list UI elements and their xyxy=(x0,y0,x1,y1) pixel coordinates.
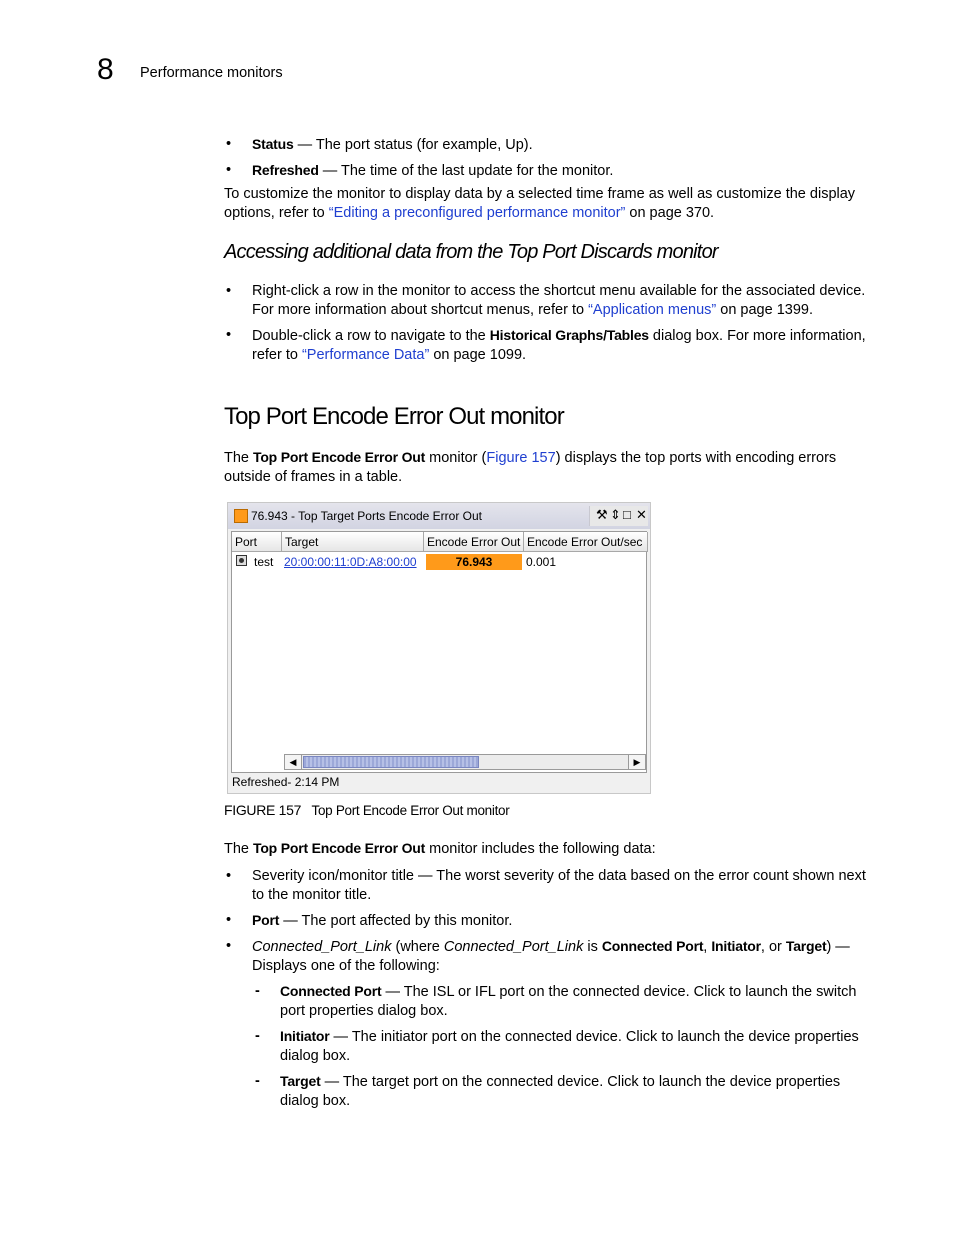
includes-paragraph: The Top Port Encode Error Out monitor includes the following data: xyxy=(224,840,656,857)
list-item: • Refreshed — The time of the last update for the monitor. xyxy=(224,161,872,181)
close-icon[interactable]: ✕ xyxy=(636,507,647,522)
chapter-title: Performance monitors xyxy=(140,65,283,81)
list-item: • Severity icon/monitor title — The worst severity of the data based on the error count shown next to the monitor title. xyxy=(224,867,872,905)
discards-bullet-list xyxy=(224,282,872,365)
encode-error-out-sec-cell: 0.001 xyxy=(526,555,557,569)
target-link[interactable]: 20:00:00:11:0D:A8:00:00 xyxy=(284,555,417,569)
column-header-port[interactable]: Port xyxy=(232,532,282,552)
column-header-encode-error-out-sec[interactable]: Encode Error Out/sec xyxy=(524,532,648,552)
column-header-target[interactable]: Target xyxy=(282,532,424,552)
list-item: • Right-click a row in the monitor to access the shortcut menu available for the associated device. For more information about shortcut menus, refer to “Application menus” on page 1399. xyxy=(224,282,872,320)
restore-icon[interactable]: □ xyxy=(623,507,631,522)
list-item: • Connected_Port_Link (where Connected_Port_Link is Connected Port, Initiator, or Target) — Displays one of the following: xyxy=(224,937,872,976)
cross-reference-link[interactable]: “Editing a preconfigured performance monitor” xyxy=(328,205,626,221)
sub-list-item: - Target — The target port on the connected device. Click to launch the device properties dialog box. xyxy=(252,1072,872,1111)
list-item: • Port — The port affected by this monitor. xyxy=(224,911,872,931)
figure-link[interactable]: Figure 157 xyxy=(486,450,556,466)
list-item: • Double-click a row to navigate to the Historical Graphs/Tables dialog box. For more information, refer to “Performance Data” on page 1099. xyxy=(224,326,872,365)
cross-reference-link[interactable]: “Performance Data” xyxy=(301,347,430,363)
sub-list-item: - Initiator — The initiator port on the connected device. Click to launch the device properties dialog box. xyxy=(252,1027,872,1066)
horizontal-scrollbar[interactable] xyxy=(284,754,646,770)
refreshed-status: Refreshed- 2:14 PM xyxy=(232,775,340,789)
collapse-icon[interactable]: ⇕ xyxy=(610,507,621,522)
column-header-encode-error-out[interactable]: Encode Error Out xyxy=(424,532,524,552)
section-heading-discards: Accessing additional data from the Top Port Discards monitor xyxy=(224,241,718,263)
data-bullet-list xyxy=(224,867,872,1111)
encode-intro-paragraph: The Top Port Encode Error Out monitor (Figure 157) displays the top ports with encoding errors outside of frames in a table. xyxy=(224,449,837,485)
scrollbar-thumb[interactable] xyxy=(303,756,479,768)
monitor-panel xyxy=(227,502,651,794)
port-cell: test xyxy=(254,555,274,569)
sub-list xyxy=(224,982,872,1111)
monitor-toolbar xyxy=(589,506,648,526)
encode-error-out-cell: 76.943 xyxy=(426,554,522,570)
customize-paragraph: To customize the monitor to display data by a selected time frame as well as customize the display options, refer to “Editing a preconfigured performance monitor” on page 370. xyxy=(224,186,856,221)
scroll-right-icon[interactable]: ▶ xyxy=(628,755,645,769)
list-item: • Status — The port status (for example, Up). xyxy=(224,135,872,155)
scroll-left-icon[interactable]: ◀ xyxy=(285,755,302,769)
monitor-title: 76.943 - Top Target Ports Encode Error Out xyxy=(251,509,483,523)
wrench-icon[interactable]: ⚒ xyxy=(596,507,608,522)
severity-icon xyxy=(234,509,248,523)
cross-reference-link[interactable]: “Application menus” xyxy=(588,302,717,318)
chapter-number: 8 xyxy=(97,53,114,86)
monitor-table xyxy=(231,531,647,773)
section-heading-encode: Top Port Encode Error Out monitor xyxy=(224,403,564,430)
top-bullet-list xyxy=(224,135,872,181)
port-icon xyxy=(236,555,247,566)
sub-list-item: - Connected Port — The ISL or IFL port on the connected device. Click to launch the switch port properties dialog box. xyxy=(252,982,872,1021)
monitor-title-bar[interactable] xyxy=(228,503,650,529)
figure-caption: FIGURE 157 Top Port Encode Error Out monitor xyxy=(224,802,510,818)
